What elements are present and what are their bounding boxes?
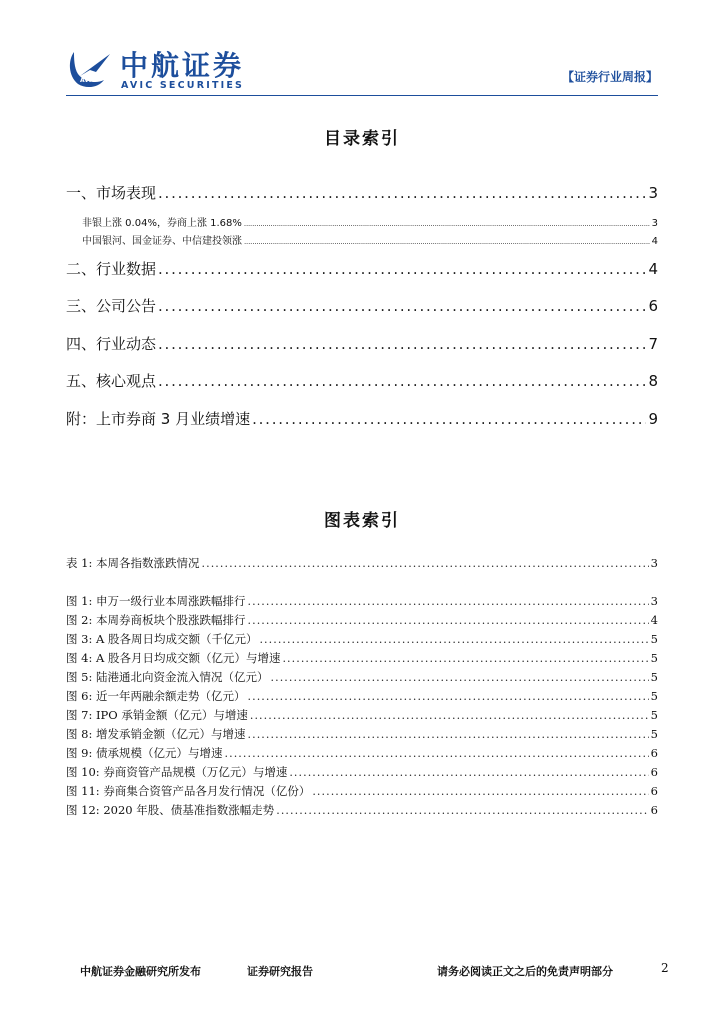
- report-type-label: 【证券行业周报】: [561, 70, 658, 84]
- toc-leader-dots: [244, 220, 650, 228]
- toc-entry-label: 附：上市券商 3 月业绩增速: [66, 410, 251, 428]
- figure-leader-dots: [250, 709, 649, 722]
- footer-disclaimer: 请务必阅读正文之后的免责声明部分: [437, 965, 613, 978]
- figure-leader-dots: [259, 633, 648, 646]
- figure-entry-page: 5: [650, 727, 658, 741]
- figure-index-entry[interactable]: [66, 688, 658, 704]
- toc-entry-label: 非银上涨 0.04%，券商上涨 1.68%: [82, 218, 242, 228]
- figure-leader-dots: [225, 747, 649, 760]
- figure-entry-label: 图 11: 券商集合资管产品各月发行情况（亿份）: [66, 784, 311, 798]
- figure-entry-label: 图 4: A 股各月日均成交额（亿元）与增速: [66, 651, 281, 665]
- toc-leader-dots: [158, 297, 646, 315]
- toc-leader-dots: [158, 372, 646, 390]
- figure-leader-dots: [248, 595, 649, 608]
- figure-entry-page: 6: [650, 784, 658, 798]
- toc-entry-page: 9: [648, 410, 658, 428]
- toc-entry-page: 6: [648, 297, 658, 315]
- figure-entry-label: 图 2: 本周券商板块个股涨跌幅排行: [66, 613, 246, 627]
- toc-subentry[interactable]: [66, 232, 658, 246]
- figure-index-entry[interactable]: [66, 764, 658, 780]
- figure-entry-page: 3: [650, 594, 658, 608]
- page-header: [0, 0, 724, 100]
- toc-leader-dots: [252, 410, 646, 428]
- svg-text:AVIC: AVIC: [80, 77, 96, 84]
- toc-entry[interactable]: [66, 258, 658, 280]
- toc-entry[interactable]: [66, 408, 658, 430]
- toc-entry-label: 一、市场表现: [66, 184, 157, 202]
- page-number: 2: [661, 961, 669, 975]
- toc-entry[interactable]: [66, 295, 658, 317]
- figure-entry-page: 6: [650, 803, 658, 817]
- figure-entry-label: 图 12: 2020 年股、债基准指数涨幅走势: [66, 803, 275, 817]
- avic-logo-icon: [66, 46, 112, 90]
- figure-entry-page: 5: [650, 651, 658, 665]
- figure-entry-label: 图 9: 债承规模（亿元）与增速: [66, 746, 223, 760]
- figure-index-title: 图表索引: [324, 511, 400, 531]
- figure-index-entry[interactable]: [66, 555, 658, 571]
- figure-index-entry[interactable]: [66, 802, 658, 818]
- figure-entry-label: 图 10: 券商资管产品规模（万亿元）与增速: [66, 765, 288, 779]
- toc-entry-label: 中国银河、国金证券、中信建投领涨: [82, 236, 242, 246]
- toc-leader-dots: [158, 184, 646, 202]
- toc-leader-dots: [244, 238, 650, 246]
- figure-index-entry[interactable]: [66, 612, 658, 628]
- figure-entry-label: 图 8: 增发承销金额（亿元）与增速: [66, 727, 246, 741]
- toc-entry-page: 3: [651, 218, 658, 228]
- figure-entry-page: 5: [650, 632, 658, 646]
- toc-entry-page: 4: [648, 260, 658, 278]
- figure-leader-dots: [289, 766, 648, 779]
- toc-entry[interactable]: [66, 333, 658, 355]
- figure-leader-dots: [271, 671, 649, 684]
- figure-leader-dots: [248, 614, 649, 627]
- toc-entry-page: 7: [648, 335, 658, 353]
- figure-leader-dots: [282, 652, 648, 665]
- figure-entry-page: 3: [650, 556, 658, 570]
- footer-doc-type: 证券研究报告: [247, 965, 313, 978]
- figure-index-entry[interactable]: [66, 631, 658, 647]
- figure-entry-label: 图 6: 近一年两融余额走势（亿元）: [66, 689, 246, 703]
- figure-leader-dots: [202, 557, 649, 570]
- figure-entry-label: 表 1: 本周各指数涨跌情况: [66, 556, 200, 570]
- header-divider: [66, 95, 658, 96]
- figure-entry-label: 图 1: 申万一级行业本周涨跌幅排行: [66, 594, 246, 608]
- figure-index-entry[interactable]: [66, 745, 658, 761]
- toc-title: 目录索引: [324, 129, 400, 149]
- toc-entry-label: 五、核心观点: [66, 372, 157, 390]
- toc-entry-page: 3: [648, 184, 658, 202]
- figure-entry-label: 图 5: 陆港通北向资金流入情况（亿元）: [66, 670, 269, 684]
- figure-leader-dots: [276, 804, 648, 817]
- figure-index-entry[interactable]: [66, 707, 658, 723]
- toc-entry-label: 三、公司公告: [66, 297, 157, 315]
- toc-entry[interactable]: [66, 370, 658, 392]
- logo-chinese-text: 中航证券: [120, 49, 245, 82]
- figure-index-entry[interactable]: [66, 593, 658, 609]
- figure-entry-label: 图 7: IPO 承销金额（亿元）与增速: [66, 708, 248, 722]
- figure-index-entry[interactable]: [66, 726, 658, 742]
- toc-leader-dots: [158, 335, 646, 353]
- page-footer: [0, 963, 724, 983]
- figure-entry-page: 5: [650, 689, 658, 703]
- footer-publisher: 中航证券金融研究所发布: [80, 965, 201, 978]
- toc-entry-label: 四、行业动态: [66, 335, 157, 353]
- figure-entry-page: 4: [650, 613, 658, 627]
- toc-subentry[interactable]: [66, 214, 658, 228]
- toc-entry-page: 4: [651, 236, 658, 246]
- figure-entry-page: 6: [650, 765, 658, 779]
- figure-index-entry[interactable]: [66, 650, 658, 666]
- toc-entry[interactable]: [66, 182, 658, 204]
- logo-english-text: AVIC SECURITIES: [121, 80, 245, 91]
- figure-entry-page: 5: [650, 670, 658, 684]
- toc-leader-dots: [158, 260, 646, 278]
- toc-entry-label: 二、行业数据: [66, 260, 157, 278]
- figure-entry-label: 图 3: A 股各周日均成交额（千亿元）: [66, 632, 258, 646]
- figure-entry-page: 6: [650, 746, 658, 760]
- figure-index-entry[interactable]: [66, 669, 658, 685]
- figure-index-entry[interactable]: [66, 783, 658, 799]
- toc-entry-page: 8: [648, 372, 658, 390]
- figure-leader-dots: [312, 785, 648, 798]
- figure-leader-dots: [248, 728, 649, 741]
- figure-leader-dots: [248, 690, 649, 703]
- figure-entry-page: 5: [650, 708, 658, 722]
